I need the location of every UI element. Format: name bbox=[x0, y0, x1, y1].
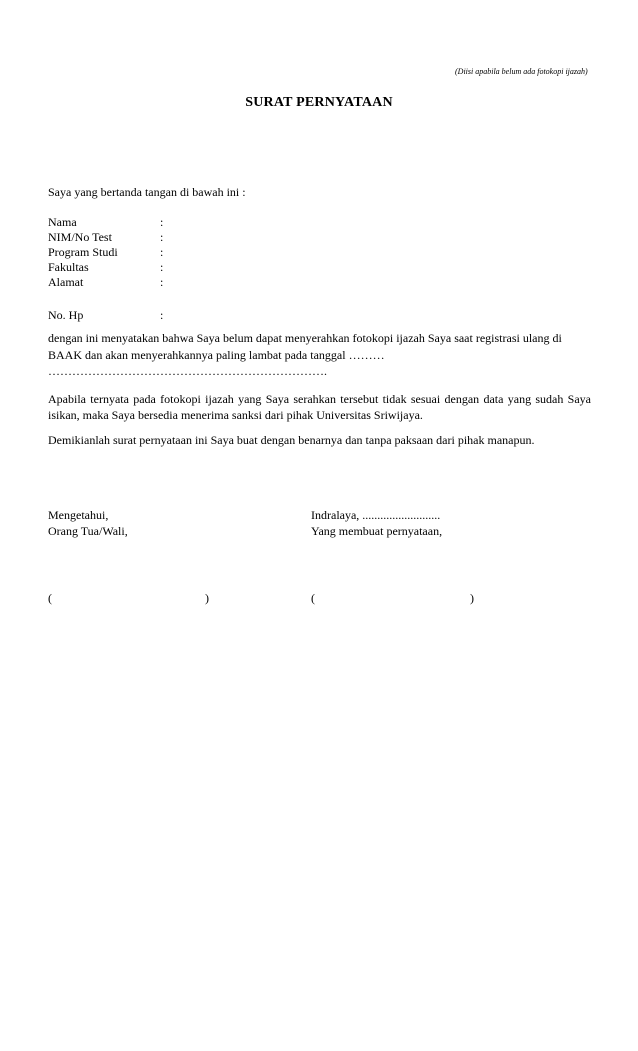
signature-left-open-paren: ( bbox=[48, 591, 52, 605]
field-colon: : bbox=[160, 308, 164, 322]
field-label: NIM/No Test bbox=[48, 230, 112, 244]
field-label: Alamat bbox=[48, 275, 84, 289]
field-colon: : bbox=[160, 260, 164, 274]
signature-right-line-1: Indralaya, .......................... bbox=[311, 508, 441, 522]
field-label: Fakultas bbox=[48, 260, 89, 274]
field-colon: : bbox=[160, 230, 164, 244]
field-colon: : bbox=[160, 215, 164, 229]
signature-right-line-2: Yang membuat pernyataan, bbox=[311, 524, 443, 538]
signature-right-open-paren: ( bbox=[311, 591, 315, 605]
closing-paragraph: Demikianlah surat pernyataan ini Saya buat dengan benarnya dan tanpa paksaan dari pihak manapun. bbox=[48, 433, 535, 447]
document-title: SURAT PERNYATAAN bbox=[245, 95, 393, 110]
field-colon: : bbox=[160, 245, 164, 259]
statement-line-3: ……………………………………………………………. bbox=[48, 364, 327, 378]
signature-left-line-1: Mengetahui, bbox=[48, 508, 109, 522]
signature-right bbox=[311, 507, 442, 539]
field-colon: : bbox=[160, 275, 164, 289]
sanction-paragraph: Apabila ternyata pada fotokopi ijazah yang Saya serahkan tersebut tidak sesuai dengan data yang sudah Saya isikan, maka Saya bersedia menerima sanksi dari pihak Universitas Sriwijaya. bbox=[48, 392, 591, 422]
signature-left-line-2: Orang Tua/Wali, bbox=[48, 524, 128, 538]
statement-line-2: BAAK dan akan menyerahkannya paling lambat pada tanggal ……… bbox=[48, 348, 385, 362]
signature-left bbox=[48, 507, 128, 539]
field-label: Program Studi bbox=[48, 245, 118, 259]
signature-left-close-paren: ) bbox=[205, 591, 209, 605]
field-label: Nama bbox=[48, 215, 77, 229]
intro-text: Saya yang bertanda tangan di bawah ini : bbox=[48, 185, 246, 199]
header-note: (Diisi apabila belum ada fotokopi ijazah) bbox=[455, 67, 588, 76]
statement-line-1: dengan ini menyatakan bahwa Saya belum dapat menyerahkan fotokopi ijazah Saya saat registrasi ulang di bbox=[48, 331, 562, 345]
field-label: No. Hp bbox=[48, 308, 84, 322]
signature-right-close-paren: ) bbox=[470, 591, 474, 605]
